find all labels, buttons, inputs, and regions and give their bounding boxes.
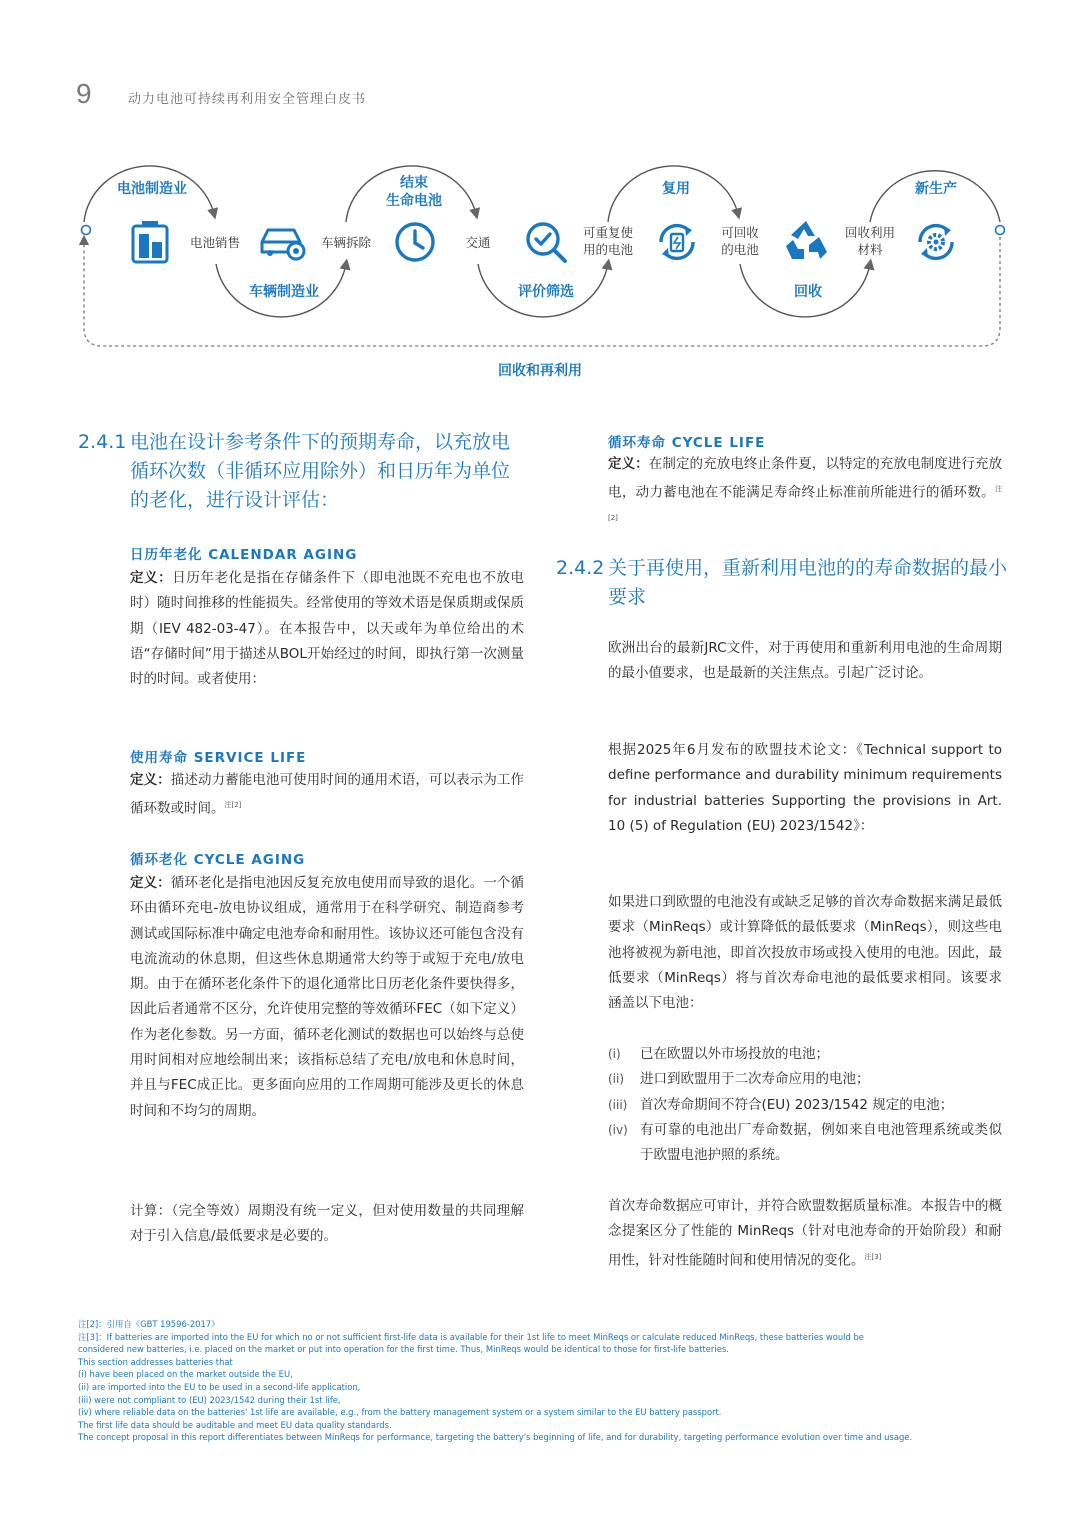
paragraph-minreqs: 如果进口到欧盟的电池没有或缺乏足够的首次寿命数据来满足最低要求（MinReqs）或计算降低的最低要求（MinReqs），则这些电池将被视为新电池，即首次投放市场或投入使用的电池。因此，最低要求（MinReqs）将与首次寿命电池的最低要求相同。该要求涵盖以下电池： bbox=[608, 894, 1002, 1012]
list-item: (iv) 有可靠的电池出厂寿命数据，例如来自电池管理系统或类似于欧盟电池护照的系统。 bbox=[608, 1121, 1002, 1164]
footnote-line: The concept proposal in this report differentiates between MinReqs for performance, targeting the battery's beginning of life, and for durability, targeting performance evolution over time and usage. bbox=[78, 1432, 913, 1443]
cycle-life-definition bbox=[608, 452, 1002, 535]
car-gear-icon bbox=[258, 222, 310, 266]
service-life-definition bbox=[130, 768, 524, 822]
list-item: (iii) 首次寿命期间不符合(EU) 2023/1542 规定的电池； bbox=[608, 1096, 954, 1113]
label-reuse: 复用 bbox=[662, 181, 690, 197]
page-number: 9 bbox=[76, 78, 92, 109]
lifecycle-diagram bbox=[0, 140, 1080, 400]
definition-label: 定义： bbox=[130, 772, 171, 788]
label-end-of-life-battery: 结束 生命电池 bbox=[386, 175, 442, 209]
label-new-production: 新生产 bbox=[915, 181, 957, 197]
list-item: (i) 已在欧盟以外市场投放的电池； bbox=[608, 1046, 829, 1062]
clock-icon bbox=[393, 220, 437, 268]
recycle-icon bbox=[782, 218, 830, 268]
footnote-line: 注[3]：If batteries are imported into the EU for which no or not sufficient first-life data is available for their 1st life to meet MinReqs or calculate reduced MinReqs, these batteries would be bbox=[78, 1331, 864, 1342]
section-2-4-1-heading bbox=[78, 428, 524, 515]
section-2-4-2-heading bbox=[556, 554, 1008, 612]
paragraph-audit bbox=[608, 1194, 1002, 1273]
caption-recycling-and-reuse: 回收和再利用 bbox=[498, 363, 582, 379]
service-life-heading: 使用寿命 SERVICE LIFE bbox=[130, 750, 307, 766]
definition-text: 在制定的充放电终止条件夏，以特定的充放电制度进行充放电，动力蓄电池在不能满足寿命终止标准前所能进行的循环数。 bbox=[608, 456, 1003, 501]
calendar-aging-definition bbox=[130, 566, 524, 692]
calendar-aging-heading: 日历年老化 CALENDAR AGING bbox=[130, 547, 358, 563]
battery-list bbox=[608, 1042, 1002, 1168]
item-reusable-battery: 可重复使 用的电池 bbox=[582, 225, 633, 257]
label-vehicle-manufacturing: 车辆制造业 bbox=[249, 284, 319, 300]
cycle-aging-heading: 循环老化 CYCLE AGING bbox=[130, 852, 306, 868]
label-recycling: 回收 bbox=[794, 284, 822, 300]
footnote-line: (ii) are imported into the EU to be used in a second-life application, bbox=[78, 1381, 361, 1392]
definition-text: 描述动力蓄能电池可使用时间的通用术语，可以表示为工作循环数或时间。 bbox=[130, 772, 525, 817]
footnote-line: (i) have been placed on the market outside the EU, bbox=[78, 1369, 293, 1380]
calculation-note: 计算：（完全等效）周期没有统一定义，但对使用数量的共同理解对于引入信息/最低要求是必要的。 bbox=[130, 1203, 524, 1245]
definition-label: 定义： bbox=[130, 570, 173, 586]
item-vehicle-dismantling: 车辆拆除 bbox=[320, 235, 371, 250]
list-item: (ii) 进口到欧盟用于二次寿命应用的电池； bbox=[608, 1071, 870, 1088]
section-title: 电池在设计参考条件下的预期寿命，以充放电循环次数（非循环应用除外）和日历年为单位的老化，进行设计评估： bbox=[130, 431, 511, 511]
definition-label: 定义： bbox=[130, 875, 171, 891]
section-number: 2.4.2 bbox=[556, 557, 605, 579]
item-battery-sales: 电池销售 bbox=[189, 235, 240, 250]
footnote-ref: 注[2] bbox=[224, 801, 242, 810]
cycle-aging-definition bbox=[130, 871, 524, 1124]
label-battery-manufacturing: 电池制造业 bbox=[117, 181, 187, 197]
definition-label: 定义： bbox=[608, 456, 649, 472]
footnote-ref: 注[2] bbox=[608, 485, 1002, 523]
document-title: 动力电池可持续再利用安全管理白皮书 bbox=[128, 92, 367, 107]
footnote-line: considered new batteries, i.e. placed on the market or put into operation for the first time. Thus, MinReqs would be identical to those for first-life batteries. bbox=[78, 1344, 729, 1355]
section-number: 2.4.1 bbox=[78, 431, 127, 453]
definition-text: 日历年老化是指在存储条件下（即电池既不充电也不放电时）随时间推移的性能损失。经常使用的等效术语是保质期或保质期（IEV 482-03-47）。在本报告中，以天或年为单位给出的术语“存储时间”用于描述从BOL开始经过的时间，即执行第一次测量时的时间。或者使用： bbox=[130, 570, 525, 688]
footnote-line: 注[2]：引用自《GBT 19596-2017》 bbox=[78, 1319, 220, 1329]
battery-icon bbox=[130, 220, 172, 268]
footnote-line: The first life data should be auditable and meet EU data quality standards. bbox=[78, 1419, 392, 1430]
cycle-life-heading: 循环寿命 CYCLE LIFE bbox=[608, 435, 766, 451]
section-title: 关于再使用，重新利用电池的的寿命数据的最小要求 bbox=[608, 557, 1008, 608]
item-recycled-materials: 回收利用 材料 bbox=[844, 225, 895, 257]
footnote-line: (iii) were not compliant to (EU) 2023/1542 during their 1st life, bbox=[78, 1394, 341, 1405]
label-evaluation-screening: 评价筛选 bbox=[518, 284, 574, 300]
footnotes bbox=[78, 1318, 1008, 1444]
footnote-ref: 注[3] bbox=[864, 1252, 882, 1261]
footnote-line: (iv) where reliable data on the batteries' 1st life are available, e.g., from the battery management system or a system similar to the EU battery passport. bbox=[78, 1407, 722, 1418]
battery-cycle-icon bbox=[653, 218, 701, 270]
paragraph-jrc: 欧洲出台的最新JRC文件，对于再使用和重新利用电池的生命周期的最小值要求，也是最新的关注焦点。引起广泛讨论。 bbox=[608, 640, 1002, 682]
item-recyclable-battery: 可回收 的电池 bbox=[721, 225, 759, 257]
paragraph-technical-support: 根据2025年6月发布的欧盟技术论文：《Technical support to define performance and durability minimum requirements for industrial batteries Supporting the provisions in Art. 10 (5) of Regulation (EU) 2023/1542》： bbox=[608, 742, 1003, 834]
magnifier-check-icon bbox=[524, 220, 570, 270]
paragraph-text: 首次寿命数据应可审计，并符合欧盟数据质量标准。本报告中的概念提案区分了性能的 MinReqs（针对电池寿命的开始阶段）和耐用性，针对性能随时间和使用情况的变化。 bbox=[608, 1198, 1002, 1269]
definition-text: 循环老化是指电池因反复充放电使用而导致的退化。一个循环由循环充电-放电协议组成，通常用于在科学研究、制造商参考测试或国际标准中确定电池寿命和耐用性。该协议还可能包含没有电流流动的休息期，但这些休息期通常大约等于或短于充电/放电期。由于在循环老化条件下的退化通常比日历老化条件要快得多，因此后者通常不区分，允许使用完整的等效循环FEC（如下定义）作为老化参数。另一方面，循环老化测试的数据也可以始终与总使用时间相对应地绘制出来；该指标总结了充电/放电和休息时间，并且与FEC成正比。更多面向应用的工作周期可能涉及更长的休息时间和不均匀的周期。 bbox=[130, 875, 525, 1119]
lifecycle-arcs bbox=[0, 140, 1080, 400]
item-transport: 交通 bbox=[465, 235, 491, 250]
footnote-line: This section addresses batteries that bbox=[78, 1356, 233, 1367]
gear-cycle-icon bbox=[912, 218, 960, 270]
